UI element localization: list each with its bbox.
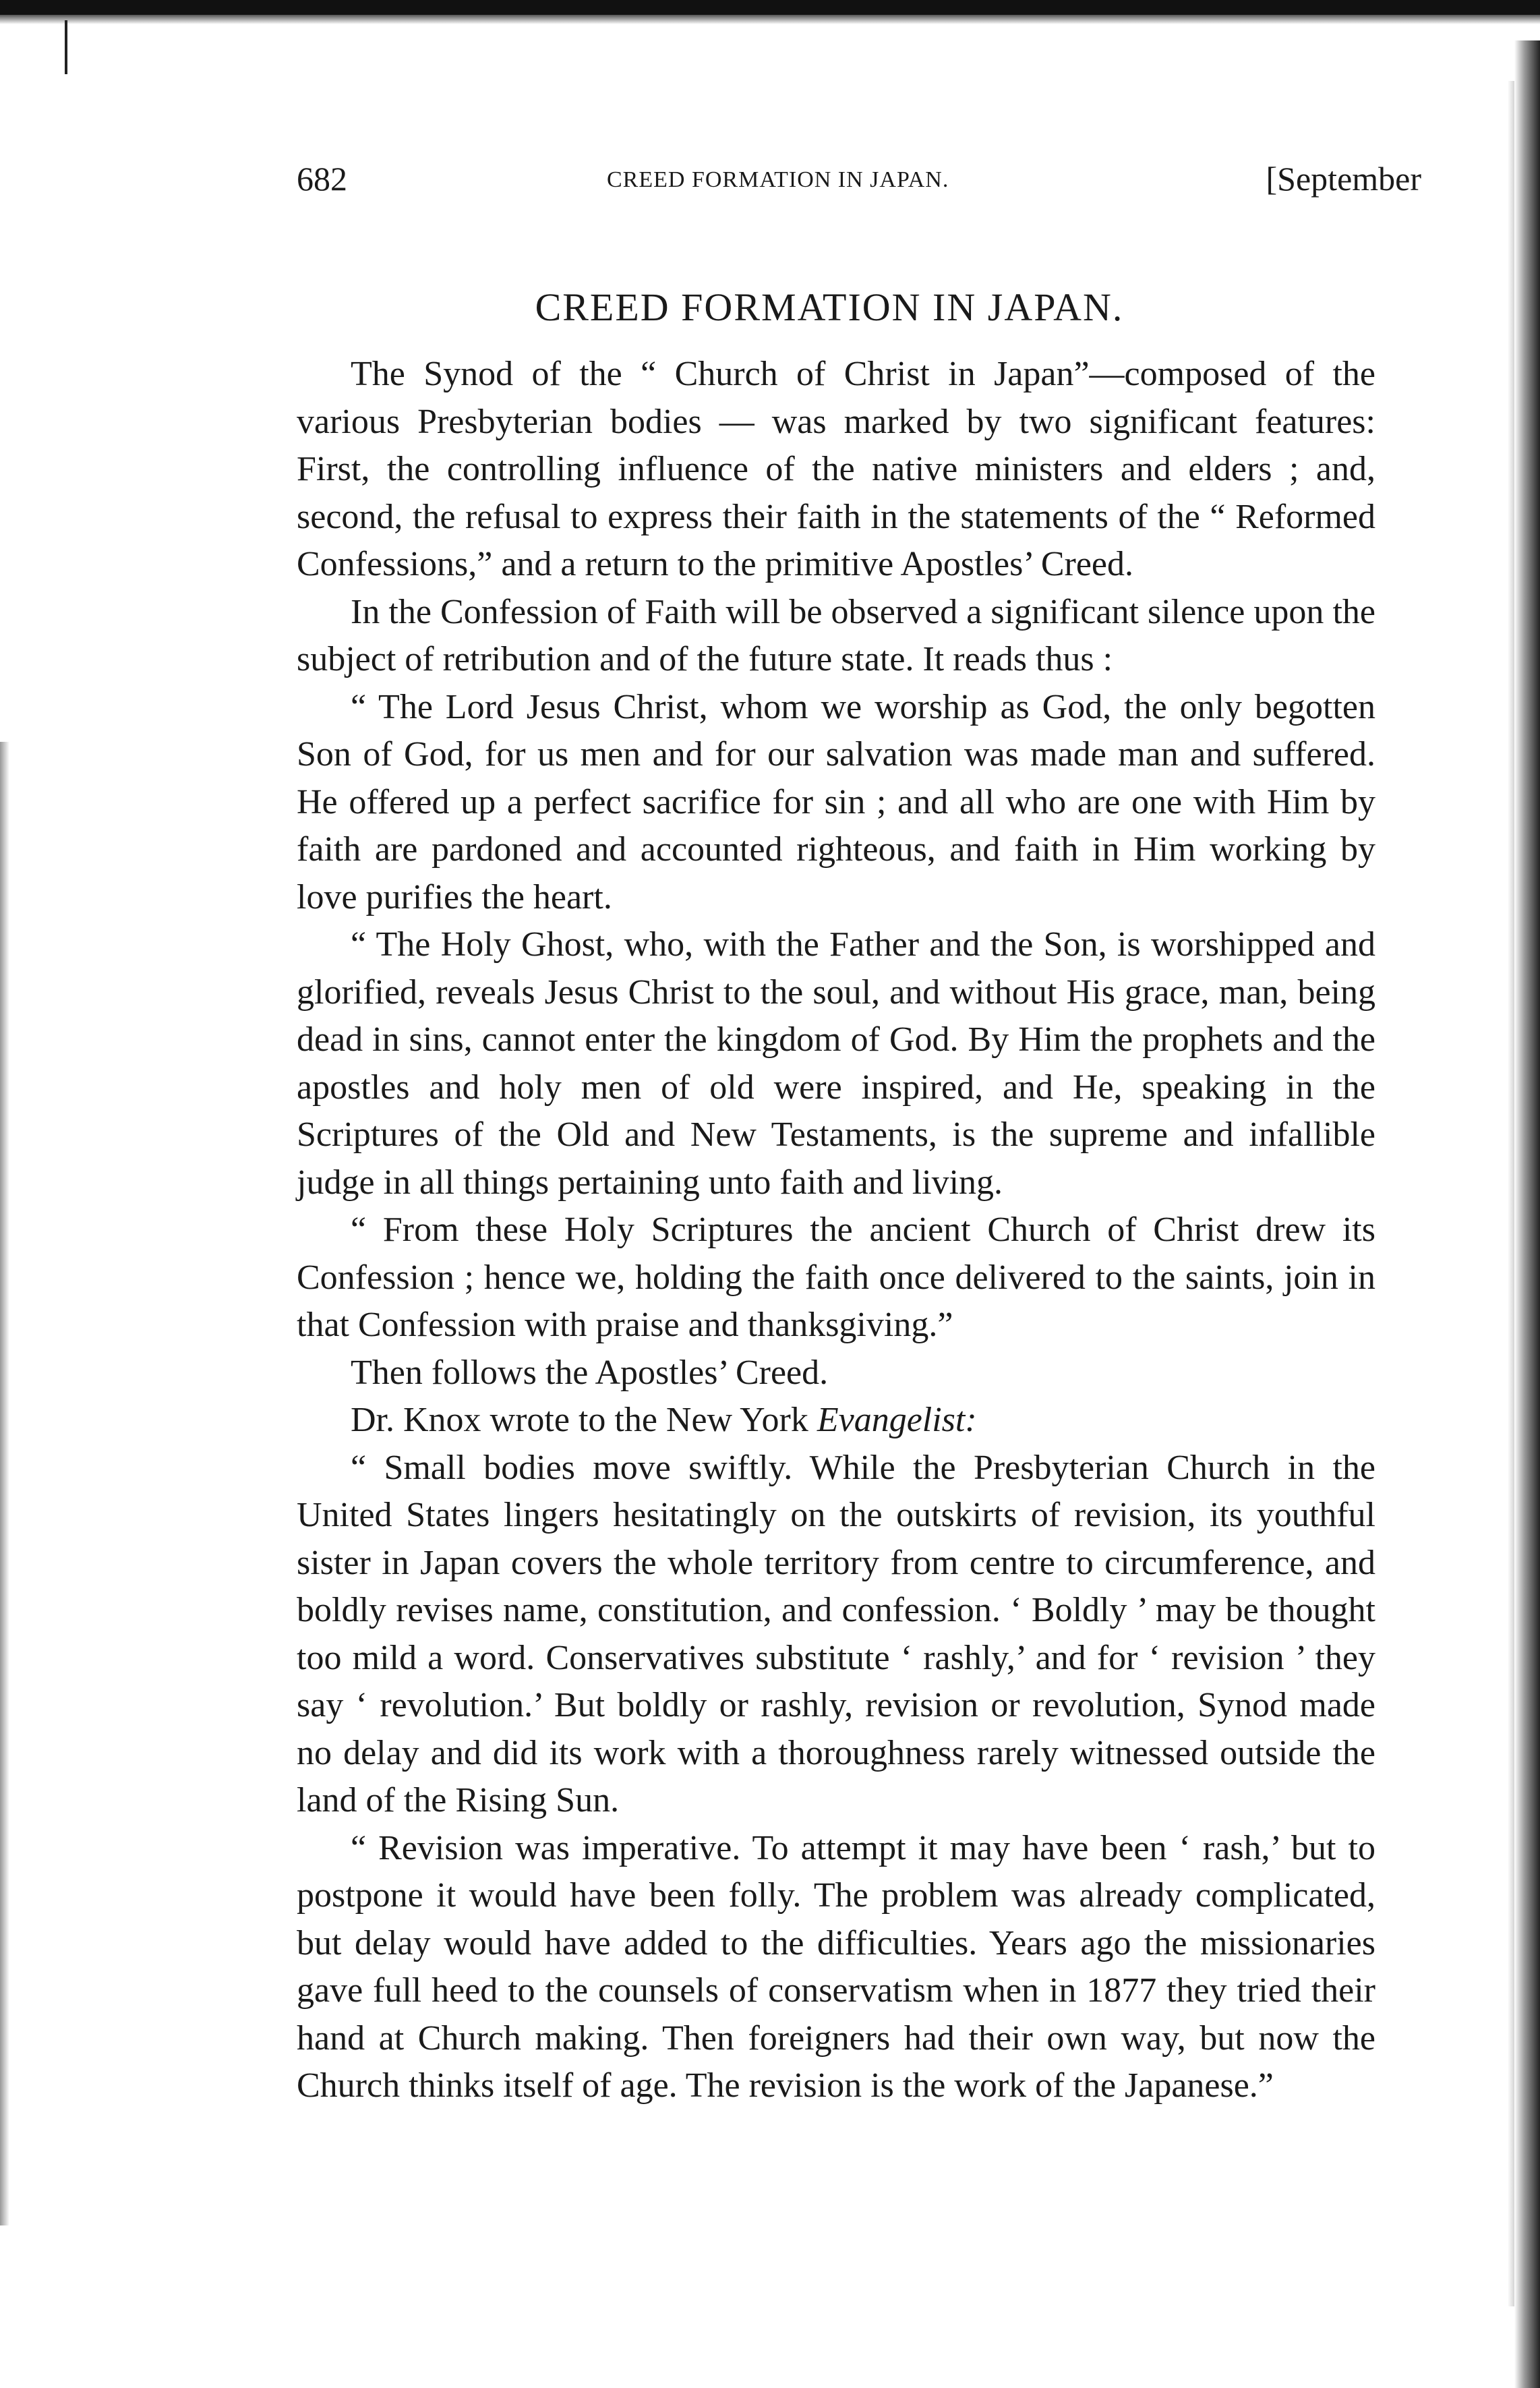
scan-top-border — [0, 0, 1540, 15]
paragraph-creed-holy-ghost: “ The Holy Ghost, who, with the Father and the Son, is worshipped and glorified, reveals Jesus Christ to the soul, and without His grace, man, being dead in sins, cannot enter the kingdom of God. By Him the prophets and the apostles and holy men of old were inspired, and He, speaking in the Scriptures of the Old and New Testaments, is the supreme and infallible judge in all things pertaining unto faith and living. — [297, 925, 1375, 1202]
paragraph-knox-quote-1: “ Small bodies move swiftly. While the Presbyterian Church in the United States lingers hesitatingly on the outskirts of revision, its youthful sister in Japan covers the whole territory from centre to circumference, and boldly revises name, constitution, and confession. ‘ Boldly ’ may be thought too mild a word. Conservatives substitute ‘ rashly,’ and for ‘ revision ’ they say ‘ revolution.’ But boldly or rashly, revision or revolution, Synod made no delay and did its work with a thoroughness rarely witnessed outside the land of the Rising Sun. — [297, 1448, 1375, 1819]
running-head — [297, 159, 1421, 213]
paragraph-knox-quote-2: “ Revision was imperative. To attempt it may have been ‘ rash,’ but to postpone it would have been folly. The problem was already complicated, but delay would have added to the difficulties. Years ago the missionaries gave full heed to the counsels of conservatism when in 1877 they tried their hand at Church making. Then foreigners had their own way, but now the Church thinks itself of age. The revision is the work of the Japanese.” — [297, 1828, 1375, 2105]
knox-source: Evangelist: — [817, 1401, 977, 1439]
running-month: [September — [1266, 160, 1421, 198]
paragraph-confession-intro: In the Confession of Faith will be observed a significant silence upon the subject of retribution and of the future state. It reads thus : — [297, 592, 1375, 678]
paragraph-creed-christ: “ The Lord Jesus Christ, whom we worship as God, the only begotten Son of God, for us men and for our salvation was made man and suffered. He offered up a perfect sacrifice for sin ; and all who are one with Him by faith are pardoned and accounted righteous, and faith in Him working by love purifies the heart. — [297, 687, 1375, 916]
scan-right-shadow — [1508, 81, 1514, 2306]
paragraph-creed-scriptures: “ From these Holy Scriptures the ancient Church of Christ drew its Confession ; hence we, holding the faith once delivered to the saints, join in that Confession with praise and thanksgiving.” — [297, 1211, 1375, 1344]
scan-left-shadow — [0, 742, 9, 2225]
running-title: CREED FORMATION IN JAPAN. — [607, 167, 949, 192]
article-title: CREED FORMATION IN JAPAN. — [535, 285, 1124, 329]
scan-right-border — [1514, 40, 1540, 2388]
paragraph-knox-intro — [297, 1397, 1375, 1445]
page-number: 682 — [297, 160, 347, 198]
scan-left-mark — [65, 20, 67, 74]
article-body — [297, 351, 1375, 2110]
paragraph-synod: The Synod of the “ Church of Christ in Japan”—composed of the various Presbyterian bodies — was marked by two significant features: First, the controlling influence of the native ministers and elders ; and, second, the refusal to express their faith in the statements of the “ Reformed Confessions,” and a return to the primitive Apostles’ Creed. — [297, 355, 1375, 583]
scan-top-shadow — [0, 15, 1540, 24]
knox-intro-text: Dr. Knox wrote to the New York — [351, 1401, 817, 1439]
paragraph-apostles-creed: Then follows the Apostles’ Creed. — [351, 1353, 829, 1392]
